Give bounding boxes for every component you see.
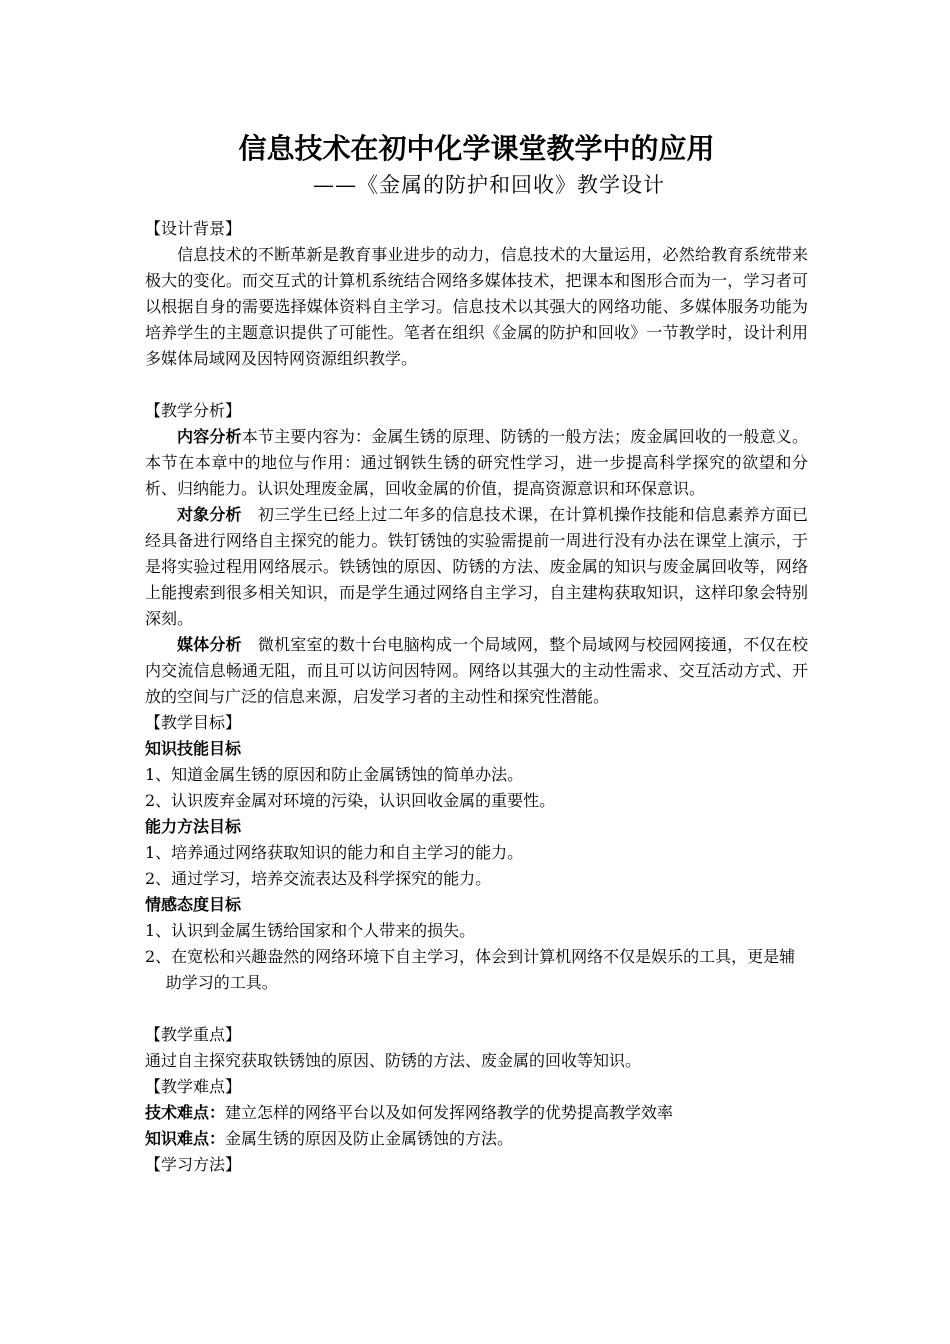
- section-background: [145, 216, 808, 372]
- list-item: 2、认识废弃金属对环境的污染，认识回收金属的重要性。: [145, 791, 556, 810]
- knowledge-objectives-heading: 知识技能目标: [145, 739, 242, 758]
- list-item: 2、通过学习，培养交流表达及科学探究的能力。: [145, 869, 492, 888]
- section-objectives: [145, 710, 808, 996]
- section-difficulties: [145, 1074, 808, 1152]
- list-item: 1、培养通过网络获取知识的能力和自主学习的能力。: [145, 843, 524, 862]
- document-title: 信息技术在初中化学课堂教学中的应用: [238, 132, 715, 165]
- document-page: [145, 130, 808, 1178]
- list-item: 1、知道金属生锈的原因和防止金属锈蚀的简单办法。: [145, 765, 524, 784]
- list-item: 2、在宽松和兴趣盎然的网络环境下自主学习，体会到计算机网络不仅是娱乐的工具，更是辅助学习的工具。: [145, 947, 796, 992]
- section-heading: 【教学难点】: [145, 1077, 242, 1096]
- key-points-text: 通过自主探究获取铁锈蚀的原因、防锈的方法、废金属的回收等知识。: [145, 1051, 642, 1070]
- document-subtitle: ——《金属的防护和回收》教学设计: [313, 173, 665, 197]
- ability-objectives-heading: 能力方法目标: [145, 817, 242, 836]
- object-analysis-text: 初三学生已经上过二年多的信息技术课，在计算机操作技能和信息素养方面已经具备进行网络自主探究的能力。铁钉锈蚀的实验需提前一周进行没有办法在课堂上演示，于是将实验过程用网络展示。铁锈蚀的原因、防锈的方法、废金属的知识与废金属回收等，网络上能搜索到很多相关知识，而是学生通过网络自主学习，自主建构获取知识，这样印象会特别深刻。: [145, 505, 808, 628]
- object-analysis-lead: 对象分析: [177, 505, 242, 524]
- emotion-objectives-heading: 情感态度目标: [145, 895, 242, 914]
- knowledge-difficulty-text: 金属生锈的原因及防止金属锈蚀的方法。: [225, 1129, 514, 1148]
- section-heading: 【教学重点】: [145, 1025, 242, 1044]
- media-analysis-lead: 媒体分析: [177, 635, 242, 654]
- section-methods: [145, 1152, 808, 1178]
- section-analysis: [145, 398, 808, 710]
- tech-difficulty-label: 技术难点：: [145, 1103, 226, 1122]
- content-analysis-paragraph: [145, 424, 808, 502]
- background-paragraph: 信息技术的不断革新是教育事业进步的动力，信息技术的大量运用，必然给教育系统带来极大的变化。而交互式的计算机系统结合网络多媒体技术，把课本和图形合而为一，学习者可以根据自身的需要选择媒体资料自主学习。信息技术以其强大的网络功能、多媒体服务功能为培养学生的主题意识提供了可能性。笔者在组织《金属的防护和回收》一节教学时，设计利用多媒体局域网及因特网资源组织教学。: [145, 245, 808, 368]
- section-heading: 【学习方法】: [145, 1155, 242, 1174]
- section-heading: 【教学分析】: [145, 401, 242, 420]
- knowledge-difficulty: [145, 1126, 808, 1152]
- list-item: 1、认识到金属生锈给国家和个人带来的损失。: [145, 921, 476, 940]
- content-analysis-text: 本节主要内容为：金属生锈的原理、防锈的一般方法；废金属回收的一般意义。本节在本章中的地位与作用：通过钢铁生锈的研究性学习，进一步提高科学探究的欲望和分析、归纳能力。认识处理废金属，回收金属的价值，提高资源意识和环保意识。: [145, 427, 808, 498]
- section-heading: 【教学目标】: [145, 713, 242, 732]
- section-key-points: [145, 1022, 808, 1074]
- object-analysis-paragraph: [145, 502, 808, 632]
- content-analysis-lead: 内容分析: [177, 427, 242, 446]
- tech-difficulty-text: 建立怎样的网络平台以及如何发挥网络教学的优势提高教学效率: [225, 1103, 674, 1122]
- media-analysis-paragraph: [145, 632, 808, 710]
- tech-difficulty: [145, 1100, 808, 1126]
- media-analysis-text: 微机室室的数十台电脑构成一个局域网，整个局域网与校园网接通，不仅在校内交流信息畅通无阻，而且可以访问因特网。网络以其强大的主动性需求、交互活动方式、开放的空间与广泛的信息来源，启发学习者的主动性和探究性潜能。: [145, 635, 808, 706]
- section-heading: 【设计背景】: [145, 219, 242, 238]
- knowledge-difficulty-label: 知识难点：: [145, 1129, 226, 1148]
